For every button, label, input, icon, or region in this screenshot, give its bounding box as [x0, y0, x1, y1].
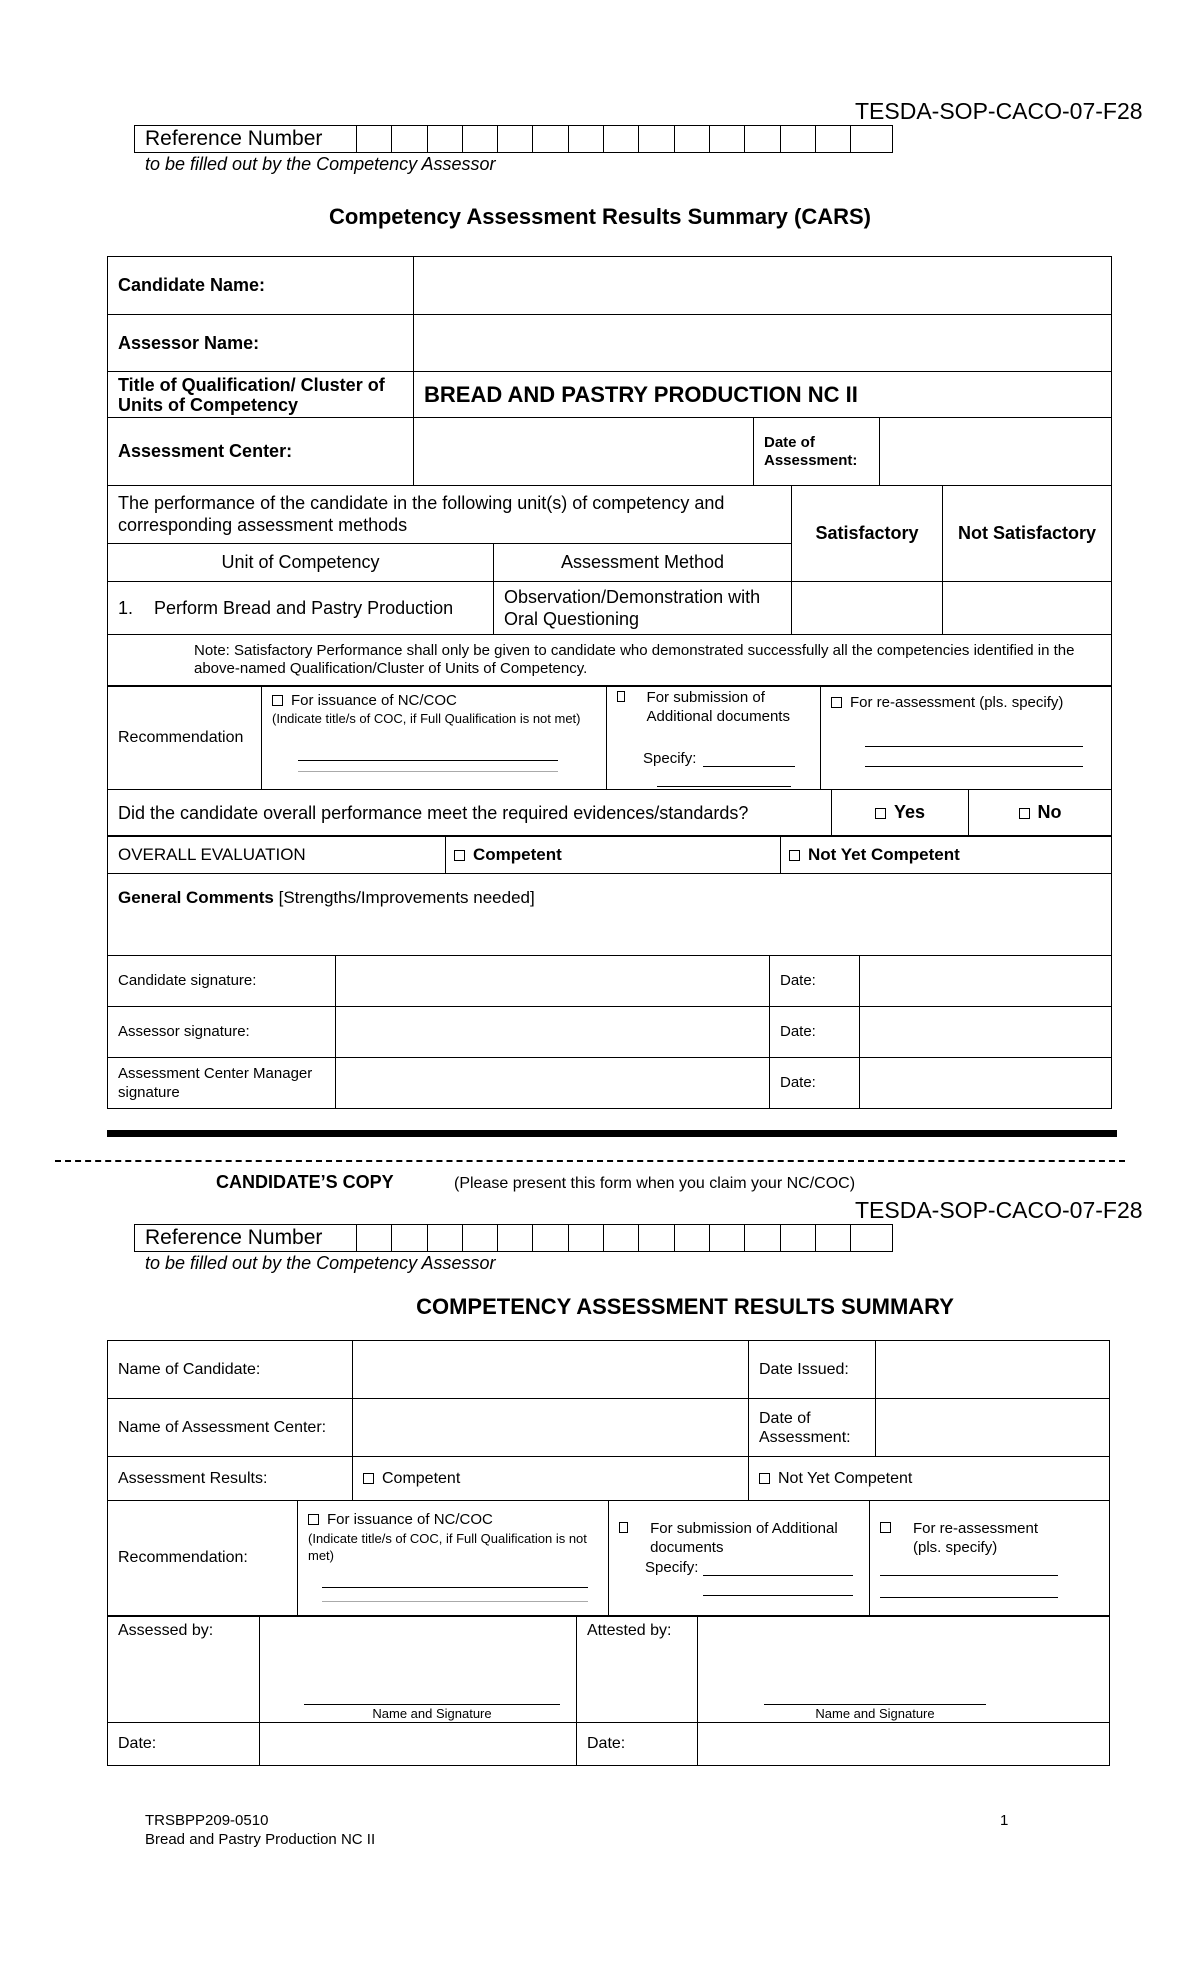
ref-cell[interactable] [781, 1225, 816, 1251]
candidates-copy-heading: CANDIDATE’S COPY [216, 1172, 394, 1192]
ref-cell[interactable] [357, 1225, 392, 1251]
checkbox-icon[interactable] [831, 697, 842, 708]
reference-number-label: Reference Number [135, 1225, 357, 1251]
assessor-name-field[interactable] [414, 315, 1112, 372]
signature-line [764, 1704, 986, 1705]
cars-title: Competency Assessment Results Summary (CARS) [328, 204, 872, 229]
ref-cell[interactable] [569, 126, 604, 152]
issuance-label: For issuance of NC/COC [291, 692, 457, 709]
ref-cell[interactable] [463, 1225, 498, 1251]
checkbox-icon[interactable] [308, 1514, 319, 1525]
specify-label: Specify: [643, 750, 697, 767]
checkbox-icon[interactable] [619, 1522, 628, 1533]
assessment-center-field[interactable] [414, 418, 754, 486]
method-1: Observation/Demonstration with Oral Questioning [494, 581, 792, 634]
copy-reassessment-line [880, 1575, 1058, 1576]
recommendation-label: Recommendation [108, 686, 262, 790]
not-satisfactory-header: Not Satisfactory [943, 485, 1112, 581]
page-number: 1 [1000, 1812, 1009, 1829]
attested-by-signature-field[interactable] [698, 1616, 1110, 1723]
copy-nyc-label: Not Yet Competent [778, 1469, 913, 1487]
issuance-option[interactable] [262, 686, 607, 790]
ref-cell[interactable] [533, 1225, 568, 1251]
copy-issuance-line [322, 1587, 588, 1588]
assessor-signature-label: Assessor signature: [108, 1006, 336, 1057]
ref-cell[interactable] [816, 1225, 851, 1251]
reference-number-label: Reference Number [135, 126, 357, 152]
ref-cell[interactable] [745, 1225, 780, 1251]
ref-cell[interactable] [498, 126, 533, 152]
date-of-assessment-label: Date of Assessment: [754, 418, 880, 486]
candidate-name-label: Candidate Name: [108, 257, 414, 315]
footer-code: TRSBPP209-0510 [145, 1812, 269, 1829]
assessor-name-label: Assessor Name: [108, 315, 414, 372]
qualification-label: Title of Qualification/ Cluster of Units of Competency [108, 372, 414, 418]
checkbox-icon[interactable] [789, 850, 800, 861]
specify-line [703, 766, 795, 767]
no-option[interactable] [969, 789, 1112, 836]
candidates-copy-note: (Please present this form when you claim your NC/COC) [454, 1175, 856, 1192]
overall-evaluation-label: OVERALL EVALUATION [108, 836, 446, 874]
ref-cell[interactable] [498, 1225, 533, 1251]
satisfactory-header: Satisfactory [792, 485, 943, 581]
attested-date-field[interactable] [698, 1723, 1110, 1766]
copy-date-issued-label: Date Issued: [749, 1341, 876, 1399]
competent-option[interactable] [446, 836, 781, 874]
yes-label: Yes [893, 802, 926, 822]
ref-cell[interactable] [357, 126, 392, 152]
issuance-line [298, 760, 558, 761]
copy-specify-label: Specify: [645, 1558, 699, 1576]
reference-number-box-copy [134, 1224, 893, 1252]
ref-cell[interactable] [428, 126, 463, 152]
unit-number: 1. [118, 597, 134, 618]
copy-issuance-label: For issuance of NC/COC [327, 1510, 493, 1528]
ref-cell[interactable] [675, 1225, 710, 1251]
specify-line [657, 786, 791, 787]
copy-nyc-option[interactable] [749, 1457, 1110, 1501]
copy-reassessment-option[interactable] [870, 1500, 1110, 1616]
candidate-date-field[interactable] [860, 955, 1112, 1006]
method-header: Assessment Method [494, 543, 792, 581]
unit-1-satisfactory-cell[interactable] [792, 581, 943, 634]
form-code: TESDA-SOP-CACO-07-F28 [855, 98, 1143, 124]
copy-issuance-option[interactable] [298, 1500, 609, 1616]
copy-name-field[interactable] [353, 1341, 749, 1399]
copy-date-label: Date: [577, 1723, 698, 1766]
submission-label: For submission of Additional documents [646, 689, 790, 725]
copy-competent-option[interactable] [353, 1457, 749, 1501]
reassessment-option[interactable] [821, 686, 1112, 790]
ref-cell[interactable] [745, 126, 780, 152]
yes-option[interactable] [832, 789, 969, 836]
name-and-signature-caption: Name and Signature [372, 1706, 492, 1721]
checkbox-icon[interactable] [617, 691, 625, 702]
unit-1: Perform Bread and Pastry Production [154, 597, 454, 618]
name-and-signature-caption: Name and Signature [815, 1706, 935, 1721]
ref-cell[interactable] [710, 1225, 745, 1251]
date-label: Date: [770, 1006, 860, 1057]
ref-cell[interactable] [569, 1225, 604, 1251]
candidate-signature-label: Candidate signature: [108, 955, 336, 1006]
checkbox-icon[interactable] [1019, 808, 1030, 819]
assessed-by-label: Assessed by: [108, 1616, 260, 1723]
checkbox-icon[interactable] [363, 1473, 374, 1484]
ref-cell[interactable] [816, 126, 851, 152]
unit-row [108, 581, 494, 634]
candidate-name-field[interactable] [414, 257, 1112, 315]
reassessment-line [865, 766, 1083, 767]
ref-cell[interactable] [710, 126, 745, 152]
copy-submission-option[interactable] [609, 1500, 870, 1616]
reference-note-copy: to be filled out by the Competency Assessor [145, 1253, 496, 1273]
general-comments[interactable] [108, 874, 1112, 956]
copy-specify-line [703, 1575, 853, 1576]
copy-name-label: Name of Candidate: [108, 1341, 353, 1399]
copy-date-issued-field[interactable] [876, 1341, 1110, 1399]
copy-center-label: Name of Assessment Center: [108, 1399, 353, 1457]
date-of-assessment-field[interactable] [880, 418, 1112, 486]
ref-cell[interactable] [639, 1225, 674, 1251]
ref-cell[interactable] [781, 126, 816, 152]
copy-competent-label: Competent [382, 1469, 461, 1487]
ref-cell[interactable] [604, 1225, 639, 1251]
competent-label: Competent [473, 844, 562, 864]
assessor-date-field[interactable] [860, 1006, 1112, 1057]
signature-line [304, 1704, 560, 1705]
copy-issuance-note: (Indicate title/s of COC, if Full Qualification is not met) [308, 1530, 587, 1563]
assessed-date-field[interactable] [260, 1723, 577, 1766]
footer-qualification: Bread and Pastry Production NC II [145, 1831, 376, 1848]
satisfactory-note: Note: Satisfactory Performance shall only be given to candidate who demonstrated successfully all the competencies identified in the above-named Qualification/Cluster of Units of Competency. [108, 634, 1112, 686]
reference-number-box [134, 125, 893, 153]
ref-cell[interactable] [428, 1225, 463, 1251]
ref-cell[interactable] [675, 126, 710, 152]
checkbox-icon[interactable] [272, 695, 283, 706]
qualification-value: BREAD AND PASTRY PRODUCTION NC II [414, 372, 1112, 418]
date-label: Date: [770, 955, 860, 1006]
manager-date-field[interactable] [860, 1057, 1112, 1108]
checkbox-icon[interactable] [880, 1522, 891, 1533]
copy-center-field[interactable] [353, 1399, 749, 1457]
copy-reassessment-line [880, 1597, 1058, 1598]
copy-reassessment-label: For re-assessment (pls. specify) [913, 1519, 1039, 1556]
copy-issuance-line [322, 1601, 588, 1602]
ref-cell[interactable] [851, 126, 886, 152]
checkbox-icon[interactable] [759, 1473, 770, 1484]
candidate-signature-field[interactable] [336, 955, 770, 1006]
submission-option[interactable] [607, 686, 821, 790]
nyc-option[interactable] [781, 836, 1112, 874]
cut-line [55, 1160, 1125, 1162]
manager-signature-label: Assessment Center Manager signature [108, 1057, 336, 1108]
unit-header: Unit of Competency [108, 543, 494, 581]
assessment-center-label: Assessment Center: [108, 418, 414, 486]
assessor-signature-field[interactable] [336, 1006, 770, 1057]
comments-label: General Comments [118, 888, 274, 907]
comments-hint: [Strengths/Improvements needed] [278, 888, 535, 907]
performance-text: The performance of the candidate in the following unit(s) of competency and corresponding assessment methods [108, 485, 792, 543]
cars-form [107, 256, 1111, 1109]
copy-form [107, 1340, 1109, 1766]
ref-cell[interactable] [533, 126, 568, 152]
reassessment-line [865, 746, 1083, 747]
copy-specify-line [703, 1595, 853, 1596]
copy-date-label: Date: [108, 1723, 260, 1766]
copy-results-label: Assessment Results: [108, 1457, 353, 1501]
thick-divider [107, 1130, 1117, 1137]
attested-by-label: Attested by: [577, 1616, 698, 1723]
ref-cell[interactable] [639, 126, 674, 152]
copy-submission-label: For submission of Additional documents [650, 1519, 838, 1556]
issuance-note: (Indicate title/s of COC, if Full Qualification is not met) [272, 711, 581, 726]
no-label: No [1037, 802, 1062, 822]
assessed-by-signature-field[interactable] [260, 1616, 577, 1723]
issuance-line [298, 771, 558, 772]
nyc-label: Not Yet Competent [808, 844, 960, 864]
ref-cell[interactable] [851, 1225, 886, 1251]
copy-date-of-assessment-field[interactable] [876, 1399, 1110, 1457]
reference-note: to be filled out by the Competency Assessor [145, 154, 496, 174]
unit-1-not-satisfactory-cell[interactable] [943, 581, 1112, 634]
copy-date-of-assessment-label: Date of Assessment: [749, 1399, 876, 1457]
manager-signature-field[interactable] [336, 1057, 770, 1108]
copy-recommendation-label: Recommendation: [108, 1500, 298, 1616]
ref-cell[interactable] [604, 126, 639, 152]
ref-cell[interactable] [463, 126, 498, 152]
ref-cell[interactable] [392, 1225, 427, 1251]
overall-question: Did the candidate overall performance meet the required evidences/standards? [108, 789, 832, 836]
date-label: Date: [770, 1057, 860, 1108]
form-code-copy: TESDA-SOP-CACO-07-F28 [855, 1197, 1143, 1223]
checkbox-icon[interactable] [875, 808, 886, 819]
copy-title: COMPETENCY ASSESSMENT RESULTS SUMMARY [416, 1294, 954, 1319]
reassessment-label: For re-assessment (pls. specify) [850, 694, 1064, 711]
ref-cell[interactable] [392, 126, 427, 152]
checkbox-icon[interactable] [454, 850, 465, 861]
